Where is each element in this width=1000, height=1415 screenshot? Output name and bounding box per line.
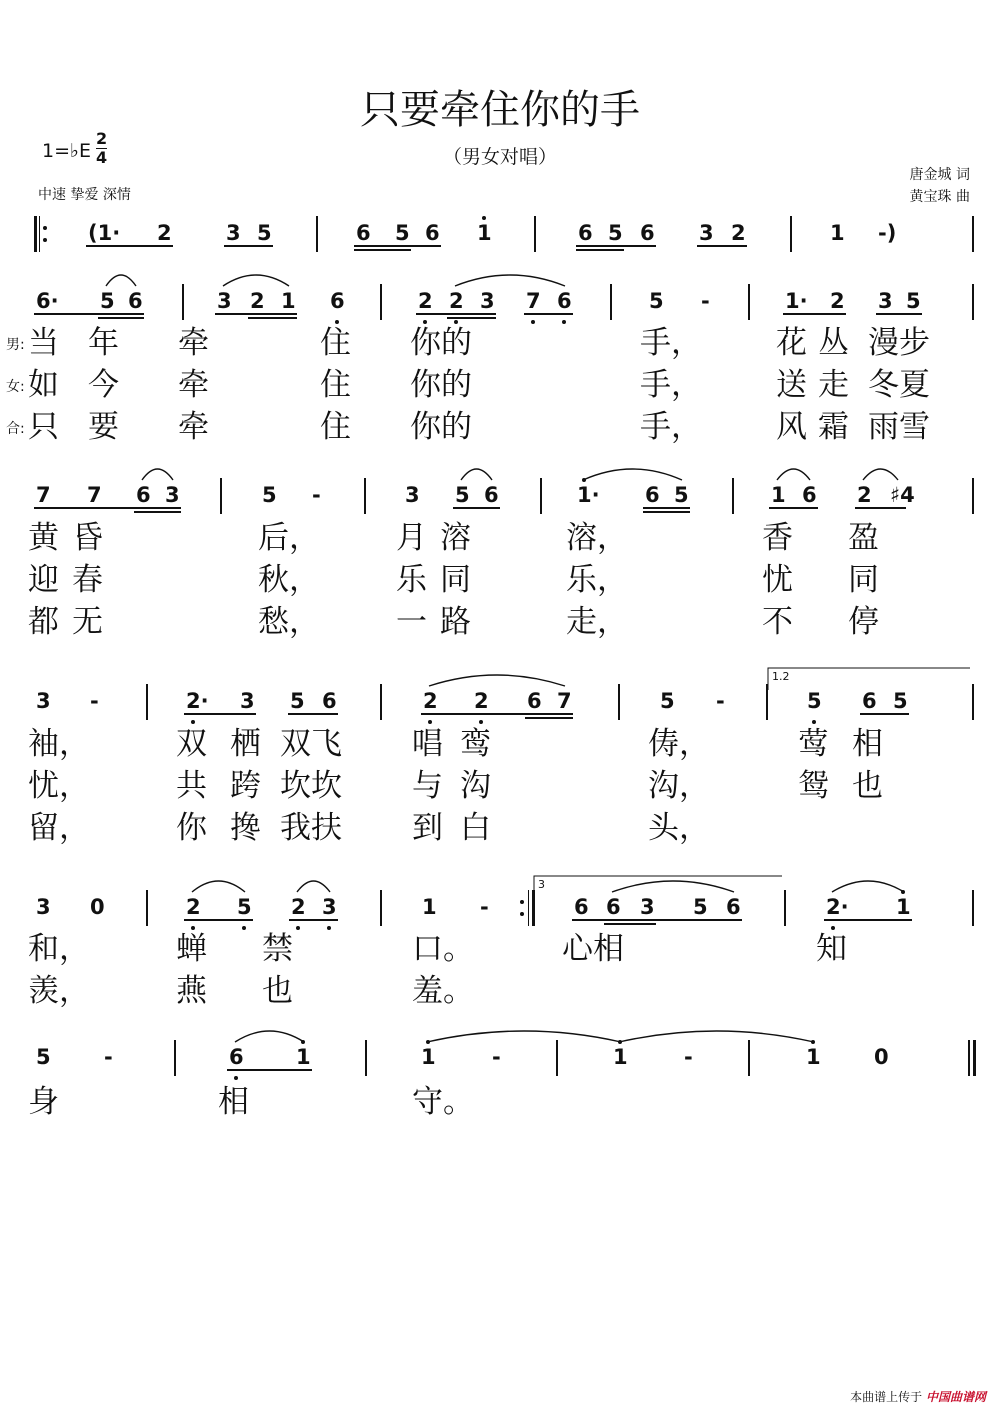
note: (1·: [88, 221, 121, 245]
time-numerator: 2: [96, 129, 108, 148]
lyric-word: 也: [852, 768, 883, 804]
lyric-word: 要: [88, 409, 119, 445]
note: 5: [36, 1045, 51, 1069]
lyricist-credit: 唐金城 词: [909, 167, 970, 183]
lyric-word: 都: [28, 604, 59, 640]
lyric-word: 蝉: [176, 931, 207, 967]
lyric-word: 莺: [798, 726, 829, 762]
note: 3: [405, 483, 420, 507]
slur: [142, 469, 173, 480]
slur: [235, 1031, 304, 1042]
note: 2: [418, 289, 433, 313]
slur: [583, 469, 682, 480]
note: 1: [896, 895, 911, 919]
lyric-word: 燕: [176, 973, 207, 1009]
lyric-word: 月: [396, 520, 427, 556]
lyric-word: 忧: [762, 562, 793, 598]
note: -: [716, 689, 725, 713]
slur: [863, 469, 898, 480]
note: 1: [281, 289, 296, 313]
note: 1: [613, 1045, 628, 1069]
lyric-word: 身: [28, 1084, 59, 1120]
note: 1·: [577, 483, 600, 507]
lyric-word: 漫步: [868, 325, 930, 361]
lyric-word: 溶: [440, 520, 471, 556]
note: 3: [878, 289, 893, 313]
lyric-word: 相: [218, 1084, 249, 1120]
note: 6: [356, 221, 371, 245]
lyric-word: 霜: [818, 409, 849, 445]
note: 6: [136, 483, 151, 507]
lyric-word: 与: [412, 768, 443, 804]
note: 7: [557, 689, 572, 713]
note: 6·: [36, 289, 59, 313]
lyric-word: 丛: [818, 325, 849, 361]
lyric-word: 盈: [848, 520, 879, 556]
note: 3: [480, 289, 495, 313]
lyric-word: 也: [262, 973, 293, 1009]
lyric-word: 你: [176, 810, 207, 846]
lyric-word: 羡，: [28, 973, 90, 1009]
note: 3: [322, 895, 337, 919]
voice-label: 男:: [6, 337, 25, 353]
lyric-word: 袖，: [28, 726, 90, 762]
lyric-word: 鸳: [798, 768, 829, 804]
note: 7: [36, 483, 51, 507]
voice-label: 女:: [6, 379, 25, 395]
lyric-word: 俦，: [648, 726, 710, 762]
lyric-word: 唱: [412, 726, 443, 762]
note: 1: [421, 1045, 436, 1069]
note: 3: [240, 689, 255, 713]
lyric-word: 黄: [28, 520, 59, 556]
slur: [297, 881, 330, 892]
note: 2·: [186, 689, 209, 713]
lyric-word: 留，: [28, 810, 90, 846]
note: 2: [857, 483, 872, 507]
lyric-word: 年: [88, 325, 119, 361]
note: 3: [217, 289, 232, 313]
note: 6: [578, 221, 593, 245]
lyric-word: 忧，: [28, 768, 90, 804]
note: 5: [100, 289, 115, 313]
note: -: [104, 1045, 113, 1069]
lyric-word: 走，: [566, 604, 628, 640]
volta-bracket: [768, 668, 970, 690]
lyric-word: 你的: [410, 325, 472, 361]
lyric-word: 禁: [262, 931, 293, 967]
lyric-word: 不: [762, 604, 793, 640]
lyric-word: 今: [88, 367, 119, 403]
note: 3: [699, 221, 714, 245]
note: 6: [640, 221, 655, 245]
volta-bracket: [534, 876, 782, 898]
note: 3: [165, 483, 180, 507]
volta-label-third: 3: [538, 878, 545, 891]
note: 1: [771, 483, 786, 507]
lyric-word: 乐: [396, 562, 427, 598]
note: 2: [474, 689, 489, 713]
voice-label: 合:: [6, 421, 25, 437]
lyric-word: 路: [440, 604, 471, 640]
note: 1: [830, 221, 845, 245]
note: -: [480, 895, 489, 919]
note: 5: [290, 689, 305, 713]
volta-label-first: 1.2: [772, 670, 790, 683]
note: 6: [557, 289, 572, 313]
slur: [619, 1031, 814, 1042]
note: -: [90, 689, 99, 713]
lyric-word: 相: [852, 726, 883, 762]
slur: [192, 881, 245, 892]
note: -: [492, 1045, 501, 1069]
slur: [832, 881, 904, 892]
lyric-word: 无: [72, 604, 103, 640]
slur: [223, 275, 289, 286]
footer-text: 本曲谱上传于: [850, 1390, 923, 1404]
lyric-word: 一: [396, 604, 427, 640]
note: 0: [90, 895, 105, 919]
note: 3: [226, 221, 241, 245]
lyric-word: 香: [762, 520, 793, 556]
note: 1·: [785, 289, 808, 313]
note: 2: [186, 895, 201, 919]
page-title: 只要牵住你的手: [360, 87, 640, 133]
lyric-word: 停: [848, 604, 879, 640]
time-denominator: 4: [96, 148, 108, 167]
note: 6: [229, 1045, 244, 1069]
lyric-word: 头，: [648, 810, 710, 846]
lyric-word: 当: [28, 325, 59, 361]
site-logo: 中国曲谱网: [925, 1390, 986, 1404]
note: 1: [296, 1045, 311, 1069]
note: 5: [906, 289, 921, 313]
lyric-word: 愁，: [258, 604, 320, 640]
lyric-word: 手，: [640, 325, 702, 361]
note: 6: [645, 483, 660, 507]
note: 1: [477, 221, 492, 245]
lyric-word: 手，: [640, 409, 702, 445]
note: 5: [237, 895, 252, 919]
lyric-word: 知: [816, 931, 847, 967]
note: 6: [484, 483, 499, 507]
note: 6: [726, 895, 741, 919]
note: 0: [874, 1045, 889, 1069]
lyric-word: 栖: [230, 726, 261, 762]
lyric-word: 秋，: [258, 562, 320, 598]
lyric-word: 住: [320, 409, 351, 445]
note: 6: [128, 289, 143, 313]
lyric-word: 羞。: [412, 973, 474, 1009]
lyric-word: 只: [28, 409, 59, 445]
note: 5: [257, 221, 272, 245]
lyric-word: 如: [28, 367, 59, 403]
lyric-word: 双飞: [280, 726, 342, 762]
lyric-word: 共: [176, 768, 207, 804]
subtitle: （男女对唱）: [442, 146, 557, 168]
lyric-word: 春: [72, 562, 103, 598]
footer: [850, 1388, 986, 1405]
lyric-word: 同: [848, 562, 879, 598]
note: 5: [649, 289, 664, 313]
lyric-word: 白: [460, 810, 491, 846]
lyric-word: 我扶: [280, 810, 342, 846]
note: 6: [606, 895, 621, 919]
lyric-word: 到: [412, 810, 443, 846]
note: ♯4: [890, 483, 915, 507]
lyric-word: 冬夏: [868, 367, 930, 403]
lyric-word: 后，: [258, 520, 320, 556]
note: 3: [640, 895, 655, 919]
lyric-word: 心相: [562, 931, 624, 967]
note: 2: [731, 221, 746, 245]
note: 5: [660, 689, 675, 713]
note: 6: [802, 483, 817, 507]
note: 6: [322, 689, 337, 713]
lyric-word: 你的: [410, 367, 472, 403]
lyric-word: 牵: [178, 409, 209, 445]
note: -: [684, 1045, 693, 1069]
note: 6: [527, 689, 542, 713]
key-signature: 1=♭E: [42, 140, 91, 162]
note: 2: [250, 289, 265, 313]
lyric-word: 牵: [178, 367, 209, 403]
lyric-word: 跨: [230, 768, 261, 804]
note: 3: [36, 689, 51, 713]
lyric-word: 昏: [72, 520, 103, 556]
lyric-word: 坎坎: [280, 768, 342, 804]
lyric-word: 送: [776, 367, 807, 403]
note: 5: [693, 895, 708, 919]
note: 3: [36, 895, 51, 919]
note: 6: [862, 689, 877, 713]
note: 6: [425, 221, 440, 245]
lyric-word: 住: [320, 367, 351, 403]
note: 5: [395, 221, 410, 245]
note: 1: [806, 1045, 821, 1069]
lyric-word: 风: [776, 409, 807, 445]
lyric-word: 手，: [640, 367, 702, 403]
lyric-word: 你的: [410, 409, 472, 445]
lyric-word: 沟，: [648, 768, 710, 804]
note: 2: [291, 895, 306, 919]
lyric-word: 迎: [28, 562, 59, 598]
composer-credit: 黄宝珠 曲: [909, 189, 970, 205]
note: 2: [449, 289, 464, 313]
lyric-word: 走: [818, 367, 849, 403]
slur: [612, 881, 734, 892]
note: 7: [526, 289, 541, 313]
tempo-marking: 中速 挚爱 深情: [38, 187, 131, 203]
slur: [777, 469, 810, 480]
note: 5: [893, 689, 908, 713]
lyric-word: 守。: [412, 1084, 474, 1120]
note: 2: [157, 221, 172, 245]
lyric-word: 沟: [460, 768, 491, 804]
note: 5: [807, 689, 822, 713]
slur: [427, 1031, 621, 1042]
lyric-word: 同: [440, 562, 471, 598]
lyric-word: 乐，: [566, 562, 628, 598]
lyric-word: 双: [176, 726, 207, 762]
slur: [461, 469, 492, 480]
lyric-word: 雨雪: [868, 409, 930, 445]
note: 2: [423, 689, 438, 713]
lyric-word: 和，: [28, 931, 90, 967]
slur: [455, 275, 565, 286]
note: 2: [830, 289, 845, 313]
lyric-word: 牵: [178, 325, 209, 361]
lyric-word: 口。: [412, 931, 474, 967]
lyric-word: 住: [320, 325, 351, 361]
note: 1: [422, 895, 437, 919]
note: 6: [330, 289, 345, 313]
lyric-word: 鸾: [460, 726, 491, 762]
note: 5: [674, 483, 689, 507]
lyric-word: 溶，: [566, 520, 628, 556]
note: 5: [455, 483, 470, 507]
note: -: [701, 289, 710, 313]
note: -: [312, 483, 321, 507]
note: 5: [608, 221, 623, 245]
note: 7: [87, 483, 102, 507]
lyric-word: 花: [776, 325, 807, 361]
note: 6: [574, 895, 589, 919]
note: -): [878, 221, 897, 245]
note: 2·: [826, 895, 849, 919]
slur: [106, 275, 136, 286]
note: 5: [262, 483, 277, 507]
slur: [429, 675, 565, 686]
lyric-word: 搀: [230, 810, 261, 846]
